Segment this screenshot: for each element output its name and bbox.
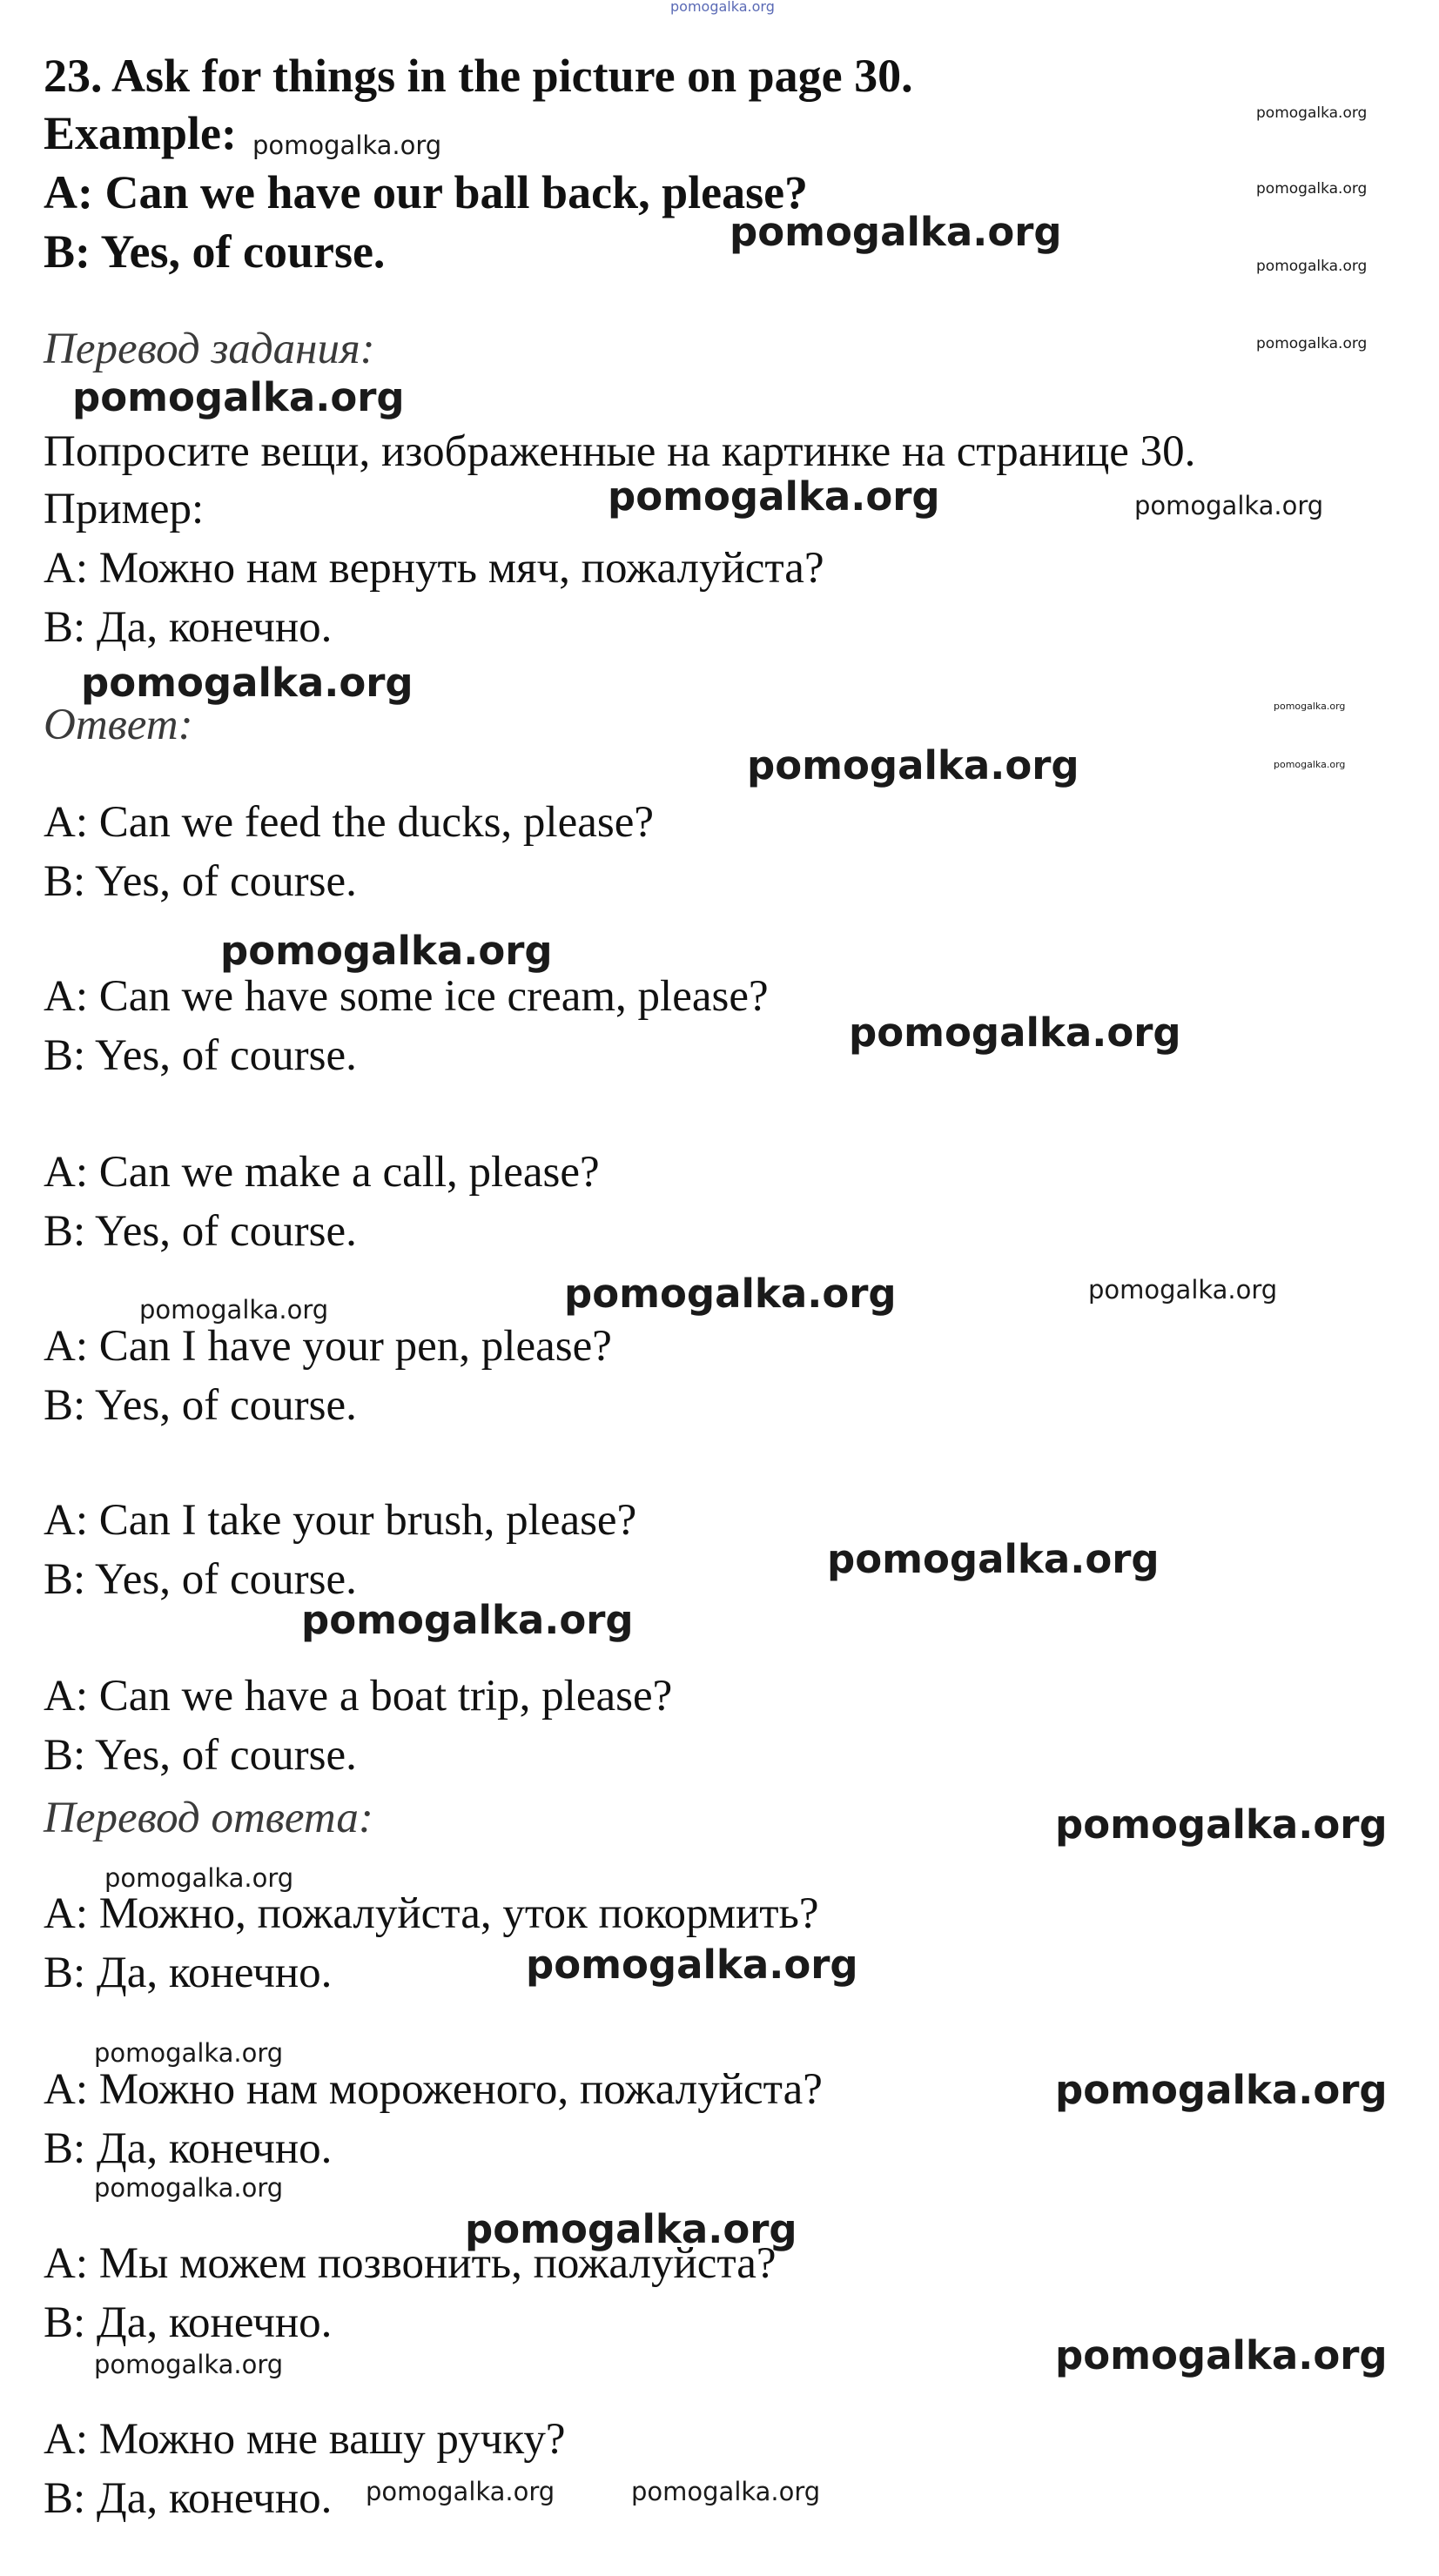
- watermark: pomogalka.org: [252, 131, 442, 160]
- dialog-line-b: B: Yes, of course.: [44, 1381, 357, 1430]
- dialog-line-b: B: Yes, of course.: [44, 1731, 357, 1780]
- dialog-line-b: B: Yes, of course.: [44, 1207, 357, 1256]
- translation-example-b: B: Да, конечно.: [44, 603, 333, 652]
- dialog-line-b: B: Да, конечно.: [44, 2298, 333, 2347]
- watermark: pomogalka.org: [1088, 1275, 1278, 1305]
- watermark: pomogalka.org: [1134, 491, 1324, 520]
- watermark: pomogalka.org: [1055, 2332, 1388, 2378]
- watermark: pomogalka.org: [1256, 258, 1368, 275]
- dialog-line-b: B: Да, конечно.: [44, 2124, 333, 2173]
- watermark: pomogalka.org: [827, 1536, 1160, 1582]
- dialog-line-a: A: Можно нам мороженого, пожалуйста?: [44, 2065, 823, 2114]
- watermark: pomogalka.org: [94, 2038, 284, 2068]
- answer-heading: Ответ:: [44, 701, 193, 749]
- watermark: pomogalka.org: [1274, 759, 1346, 770]
- watermark: pomogalka.org: [849, 1010, 1181, 1056]
- dialog-line-b: B: Да, конечно.: [44, 2474, 333, 2523]
- watermark: pomogalka.org: [631, 2477, 821, 2506]
- watermark: pomogalka.org: [301, 1597, 634, 1643]
- watermark: pomogalka.org: [72, 374, 405, 420]
- dialog-line-a: A: Can we feed the ducks, please?: [44, 798, 654, 847]
- example-line-b: B: Yes, of course.: [44, 225, 386, 278]
- example-label: Example:: [44, 107, 237, 159]
- translation-example-label: Пример:: [44, 485, 205, 533]
- watermark: pomogalka.org: [526, 1942, 858, 1988]
- watermark: pomogalka.org: [1256, 335, 1368, 352]
- dialog-line-a: A: Можно мне вашу ручку?: [44, 2415, 566, 2464]
- watermark: pomogalka.org: [104, 1863, 294, 1893]
- watermark: pomogalka.org: [670, 0, 775, 15]
- translation-task-heading: Перевод задания:: [44, 325, 375, 373]
- watermark: pomogalka.org: [1055, 1801, 1388, 1848]
- dialog-line-a: A: Can we make a call, please?: [44, 1148, 600, 1197]
- watermark: pomogalka.org: [81, 660, 414, 706]
- watermark: pomogalka.org: [564, 1271, 897, 1317]
- translation-task-text: Попросите вещи, изображенные на картинке на странице 30.: [44, 427, 1196, 476]
- dialog-line-a: A: Можно, пожалуйста, уток покормить?: [44, 1889, 819, 1938]
- dialog-line-b: B: Yes, of course.: [44, 1031, 357, 1080]
- watermark: pomogalka.org: [1055, 2067, 1388, 2113]
- dialog-line-b: B: Yes, of course.: [44, 1555, 357, 1604]
- example-line-a: A: Can we have our ball back, please?: [44, 166, 809, 218]
- watermark: pomogalka.org: [608, 473, 940, 520]
- translation-example-a: A: Можно нам вернуть мяч, пожалуйста?: [44, 544, 824, 593]
- watermark: pomogalka.org: [94, 2350, 284, 2379]
- task-title: 23. Ask for things in the picture on page 30.: [44, 50, 913, 102]
- watermark: pomogalka.org: [747, 742, 1079, 788]
- watermark: pomogalka.org: [465, 2206, 797, 2252]
- watermark: pomogalka.org: [1274, 701, 1346, 712]
- dialog-line-a: A: Мы можем позвонить, пожалуйста?: [44, 2239, 777, 2288]
- watermark: pomogalka.org: [730, 209, 1062, 255]
- watermark: pomogalka.org: [139, 1295, 329, 1325]
- dialog-line-a: A: Can I have your pen, please?: [44, 1322, 612, 1371]
- dialog-line-a: A: Can we have some ice cream, please?: [44, 972, 769, 1021]
- watermark: pomogalka.org: [1256, 180, 1368, 198]
- translation-answer-heading: Перевод ответа:: [44, 1794, 373, 1842]
- dialog-line-b: B: Да, конечно.: [44, 1949, 333, 1997]
- dialog-line-a: A: Can I take your brush, please?: [44, 1496, 637, 1545]
- watermark: pomogalka.org: [366, 2477, 555, 2506]
- watermark: pomogalka.org: [94, 2173, 284, 2203]
- watermark: pomogalka.org: [1256, 104, 1368, 122]
- watermark: pomogalka.org: [220, 928, 553, 974]
- dialog-line-b: B: Yes, of course.: [44, 857, 357, 906]
- dialog-line-a: A: Can we have a boat trip, please?: [44, 1672, 673, 1721]
